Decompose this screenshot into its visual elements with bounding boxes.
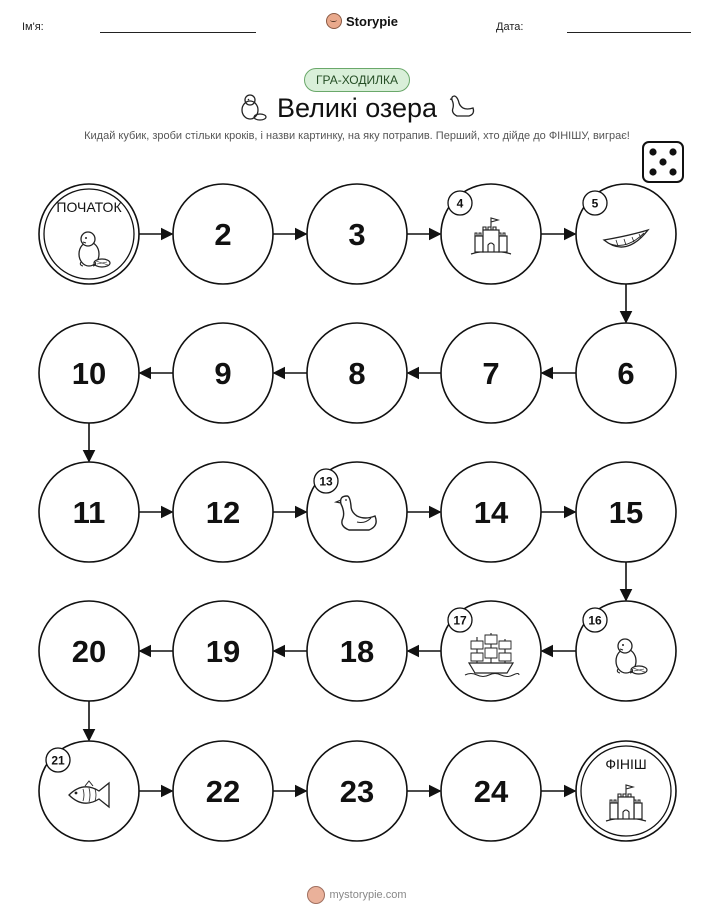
step-number: 13 — [319, 474, 333, 489]
board-space-15 — [576, 462, 676, 562]
game-type-badge: ГРА-ХОДИЛКА — [304, 68, 410, 92]
board-space-21 — [39, 741, 139, 841]
space-number: 23 — [339, 774, 375, 809]
name-label: Ім'я: — [22, 21, 44, 33]
space-number: 6 — [617, 356, 635, 391]
board-space-2 — [173, 184, 273, 284]
board-spaces — [39, 184, 676, 841]
footer-url[interactable]: mystorypie.com — [329, 889, 407, 901]
board-space-14 — [441, 462, 541, 562]
space-number: 2 — [214, 217, 232, 252]
date-label: Дата: — [496, 21, 524, 33]
page-title: Великі озера — [276, 93, 438, 123]
space-number: 7 — [482, 356, 500, 391]
step-number: 16 — [588, 613, 602, 628]
board-space-1 — [39, 184, 139, 284]
board-space-6 — [576, 323, 676, 423]
board-space-8 — [307, 323, 407, 423]
space-number: 15 — [608, 495, 644, 530]
space-number: 11 — [72, 495, 106, 530]
space-number: 12 — [205, 495, 241, 530]
step-number: 17 — [453, 613, 467, 628]
storypie-mascot-icon — [307, 886, 325, 904]
board-space-3 — [307, 184, 407, 284]
board-space-12 — [173, 462, 273, 562]
finish-label: ФІНІШ — [605, 756, 647, 772]
board-space-11 — [39, 462, 139, 562]
board-space-16 — [576, 601, 676, 701]
space-number: 19 — [205, 634, 241, 669]
brand-name: Storypie — [346, 13, 399, 29]
board-space-4 — [441, 184, 541, 284]
step-number: 21 — [51, 753, 65, 768]
board-space-23 — [307, 741, 407, 841]
board-space-24 — [441, 741, 541, 841]
space-number: 20 — [71, 634, 107, 669]
space-number: 10 — [71, 356, 107, 391]
board-space-19 — [173, 601, 273, 701]
board-space-25 — [576, 741, 676, 841]
board-space-9 — [173, 323, 273, 423]
board-space-22 — [173, 741, 273, 841]
space-number: 9 — [214, 356, 232, 391]
step-number: 4 — [456, 196, 464, 211]
board-space-7 — [441, 323, 541, 423]
board-space-18 — [307, 601, 407, 701]
instructions: Кидай кубик, зроби стільки кроків, і назви картинку, на яку потрапив. Перший, хто дійде до ФІНІШУ, виграє! — [84, 130, 630, 142]
space-number: 8 — [348, 356, 366, 391]
start-label: ПОЧАТОК — [56, 199, 122, 215]
board-space-5 — [576, 184, 676, 284]
footer — [0, 886, 714, 904]
space-number: 24 — [473, 774, 509, 809]
space-number: 3 — [348, 217, 366, 252]
board-space-20 — [39, 601, 139, 701]
board-space-13 — [307, 462, 407, 562]
board-space-10 — [39, 323, 139, 423]
board-space-17 — [441, 601, 541, 701]
step-number: 5 — [591, 196, 599, 211]
space-number: 14 — [473, 495, 509, 530]
space-number: 18 — [339, 634, 375, 669]
space-number: 22 — [205, 774, 241, 809]
